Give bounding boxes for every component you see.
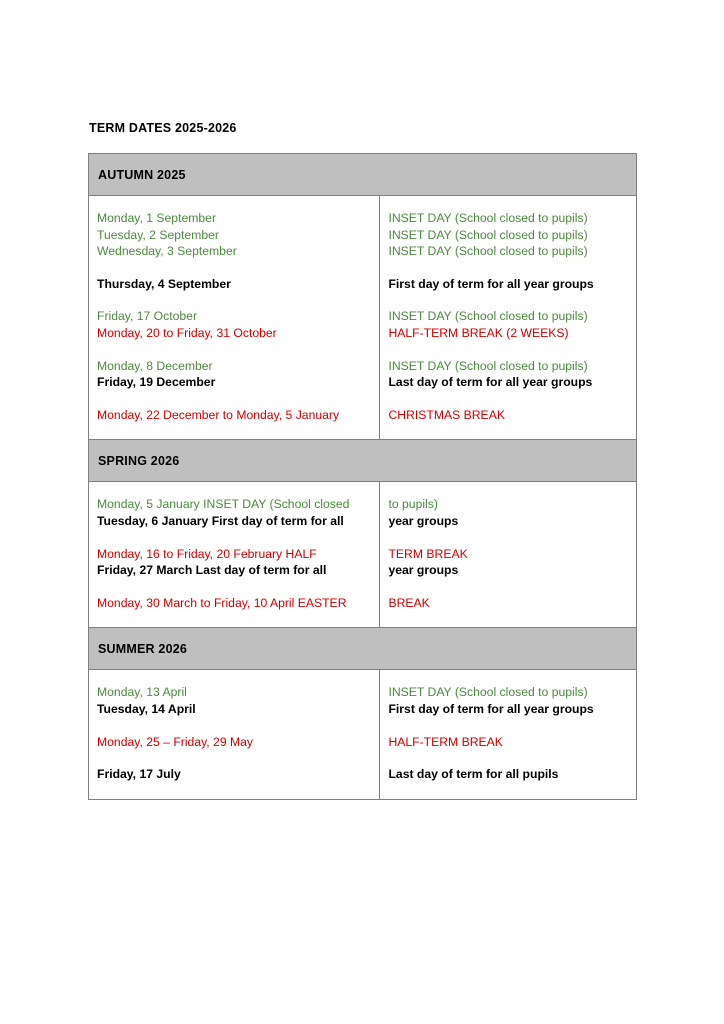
entry-line: First day of term for all year groups xyxy=(388,701,594,716)
section-header: SPRING 2026 xyxy=(89,440,636,482)
cell-bottom-padding xyxy=(97,611,371,627)
description-cell xyxy=(380,196,636,439)
line-spacer xyxy=(388,391,628,407)
entry-line: INSET DAY (School closed to pupils) xyxy=(388,244,588,259)
page-title: TERM DATES 2025-2026 xyxy=(89,121,237,135)
description-cell xyxy=(380,482,636,627)
dates-cell xyxy=(89,196,380,439)
entry-line: INSET DAY (School closed to pupils) xyxy=(388,358,588,373)
entry-line: year groups xyxy=(388,513,459,528)
line-spacer xyxy=(388,260,628,276)
cell-bottom-padding xyxy=(97,423,371,439)
entry-line: Wednesday, 3 September xyxy=(97,244,237,259)
line-spacer xyxy=(388,292,628,308)
row-content xyxy=(89,482,636,627)
entry-line: Tuesday, 2 September xyxy=(97,227,219,242)
line-spacer xyxy=(388,579,628,595)
entry-line: Monday, 13 April xyxy=(97,685,187,700)
entry-line: INSET DAY (School closed to pupils) xyxy=(388,685,588,700)
table-row xyxy=(89,670,636,798)
entry-line: First day of term for all year groups xyxy=(388,276,594,291)
entry-line: INSET DAY (School closed to pupils) xyxy=(388,227,588,242)
table-row xyxy=(89,196,636,440)
entry-line: HALF-TERM BREAK (2 WEEKS) xyxy=(388,325,569,340)
entry-line: Monday, 30 March to Friday, 10 April EASTER xyxy=(97,595,347,610)
entry-line: to pupils) xyxy=(388,497,438,512)
cell-bottom-padding xyxy=(388,783,628,799)
line-spacer xyxy=(388,530,628,546)
row-content xyxy=(89,196,636,439)
entry-line: INSET DAY (School closed to pupils) xyxy=(388,309,588,324)
cell-top-padding xyxy=(97,482,371,496)
section-header: AUTUMN 2025 xyxy=(89,154,636,196)
entry-line: Monday, 1 September xyxy=(97,211,217,225)
entry-line: Tuesday, 6 January First day of term for all xyxy=(97,513,344,528)
entry-line: Last day of term for all year groups xyxy=(388,375,593,390)
section-header: SUMMER 2026 xyxy=(89,628,636,670)
entry-line: Friday, 27 March Last day of term for all xyxy=(97,563,327,578)
entry-line: Tuesday, 14 April xyxy=(97,701,196,716)
term-dates-table xyxy=(88,153,637,800)
cell-bottom-padding xyxy=(388,423,628,439)
cell-bottom-padding xyxy=(388,611,628,627)
dates-cell xyxy=(89,482,380,627)
table-row xyxy=(89,482,636,628)
description-cell xyxy=(380,670,636,798)
entry-line: Friday, 17 July xyxy=(97,767,181,782)
entry-line: year groups xyxy=(388,563,459,578)
entry-line: Monday, 20 to Friday, 31 October xyxy=(97,325,277,340)
entry-line: Thursday, 4 September xyxy=(97,276,231,291)
line-spacer xyxy=(97,718,371,734)
table-body xyxy=(89,154,636,799)
entry-line: Monday, 25 – Friday, 29 May xyxy=(97,734,254,749)
entry-line: TERM BREAK xyxy=(388,546,468,561)
line-spacer xyxy=(97,342,371,358)
entry-line: HALF-TERM BREAK xyxy=(388,734,503,749)
entry-line: Friday, 19 December xyxy=(97,375,216,390)
cell-top-padding xyxy=(388,482,628,496)
entry-line: Friday, 17 October xyxy=(97,309,198,324)
dates-cell xyxy=(89,670,380,798)
line-spacer xyxy=(388,750,628,766)
cell-top-padding xyxy=(97,670,371,684)
cell-bottom-padding xyxy=(97,783,371,799)
entry-line: Monday, 22 December to Monday, 5 January xyxy=(97,407,340,422)
line-spacer xyxy=(388,718,628,734)
entry-line: BREAK xyxy=(388,595,430,610)
entry-line: CHRISTMAS BREAK xyxy=(388,407,505,422)
entry-line: Last day of term for all pupils xyxy=(388,767,559,782)
cell-top-padding xyxy=(388,196,628,210)
cell-top-padding xyxy=(97,196,371,210)
line-spacer xyxy=(97,579,371,595)
cell-top-padding xyxy=(388,670,628,684)
row-content xyxy=(89,670,636,798)
line-spacer xyxy=(97,391,371,407)
entry-line: Monday, 5 January INSET DAY (School closed xyxy=(97,497,350,512)
line-spacer xyxy=(97,530,371,546)
entry-line: INSET DAY (School closed to pupils) xyxy=(388,211,588,225)
line-spacer xyxy=(388,342,628,358)
line-spacer xyxy=(97,260,371,276)
line-spacer xyxy=(97,750,371,766)
entry-line: Monday, 8 December xyxy=(97,358,213,373)
entry-line: Monday, 16 to Friday, 20 February HALF xyxy=(97,546,317,561)
line-spacer xyxy=(97,292,371,308)
